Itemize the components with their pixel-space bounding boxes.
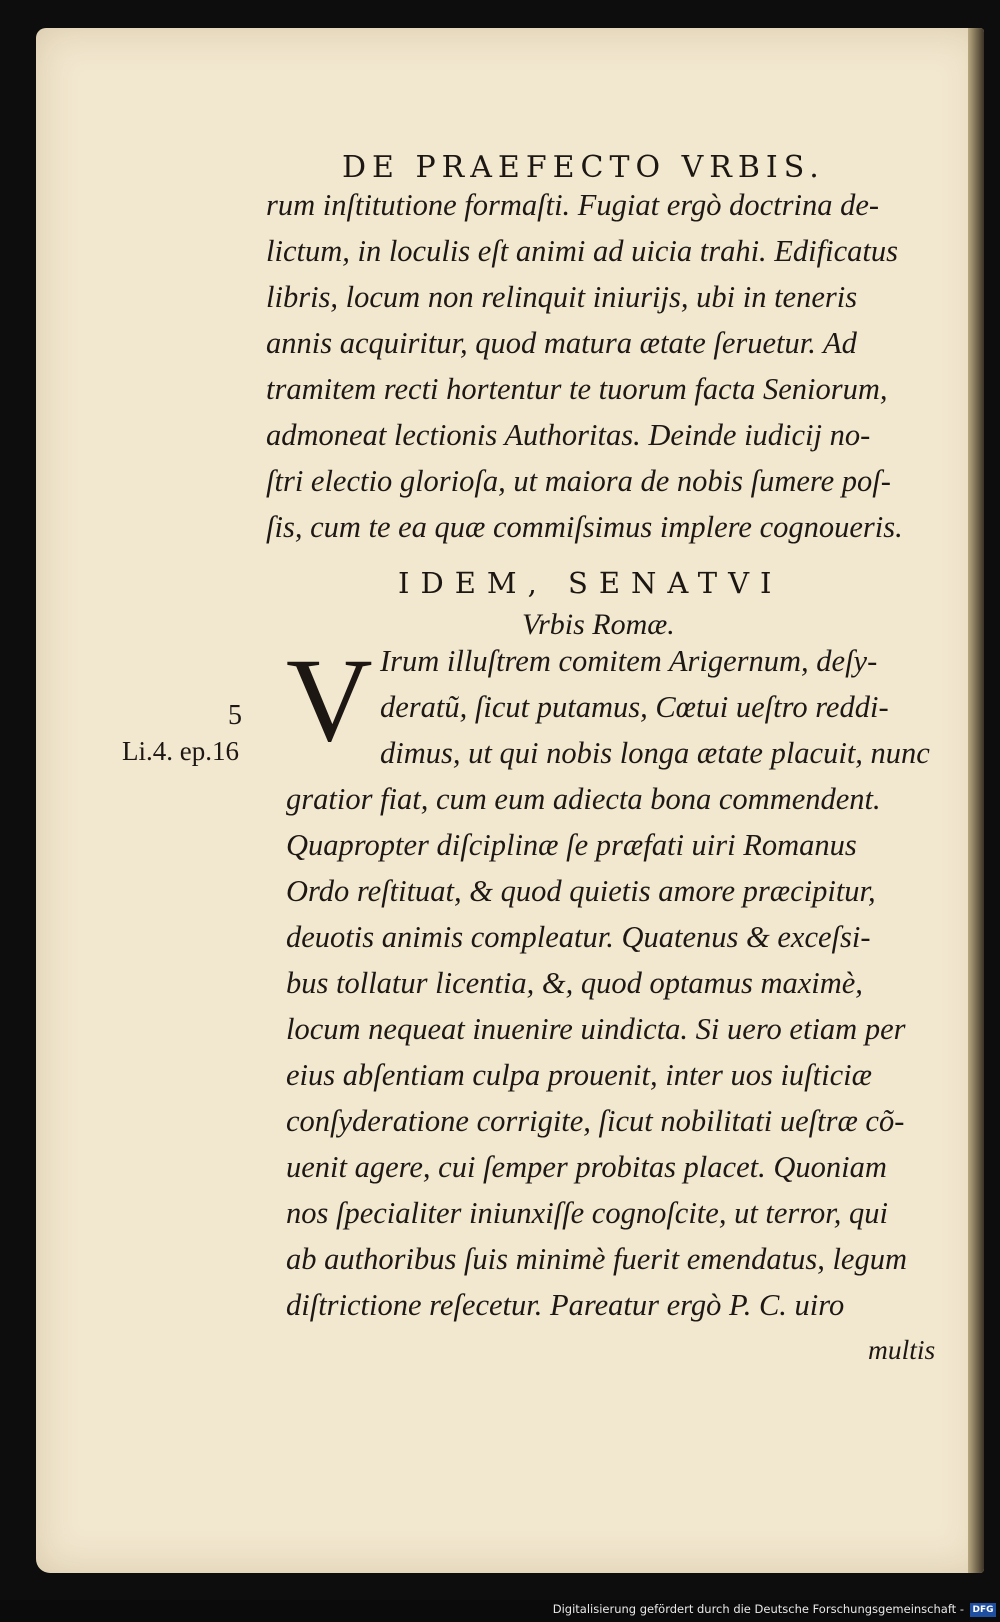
text-line: libris, locum non relinquit iniurijs, ubi in teneris [266, 280, 858, 314]
text-line: gratior fiat, cum eum adiecta bona commendent. [286, 782, 881, 816]
marginal-reference: Li.4. ep.16 [122, 736, 239, 766]
text-line: bus tollatur licentia, &, quod optamus maximè, [286, 966, 863, 1000]
text-line: Ordo reſtituat, & quod quietis amore præcipitur, [286, 874, 876, 908]
digitization-footer [0, 1600, 1000, 1622]
text-line: nos ſpecialiter iniunxiſſe cognoſcite, ut terror, qui [286, 1196, 889, 1230]
text-line: eius abſentiam culpa prouenit, inter uos iuſticiæ [286, 1058, 872, 1092]
text-line: ab authoribus ſuis minimè fuerit emendatus, legum [286, 1242, 907, 1276]
text-line: diſtrictione reſecetur. Pareatur ergò P. C. uiro [286, 1288, 845, 1322]
letter-subheading: Vrbis Romæ. [522, 608, 675, 641]
text-line: lictum, in loculis eſt animi ad uicia trahi. Edificatus [266, 234, 898, 268]
text-line: dimus, ut qui nobis longa ætate placuit, nunc [380, 736, 930, 770]
drop-cap: V [286, 633, 373, 766]
text-line: uenit agere, cui ſemper probitas placet. Quoniam [286, 1150, 887, 1184]
text-line: conſyderatione corrigite, ſicut nobilitati ueſtræ cõ- [286, 1104, 905, 1138]
text-line: admoneat lectionis Authoritas. Deinde iudicij no- [266, 418, 871, 452]
text-line: tramitem recti hortentur te tuorum facta Seniorum, [266, 372, 888, 406]
text-line: ſtri electio glorioſa, ut maiora de nobis ſumere poſ- [266, 464, 891, 498]
text-line: annis acquiritur, quod matura ætate ſeruetur. Ad [266, 326, 857, 360]
marginal-number: 5 [228, 700, 242, 731]
text-line: deratũ, ſicut putamus, Cœtui ueſtro reddi- [380, 690, 889, 724]
text-line: locum nequeat inuenire uindicta. Si uero etiam per [286, 1012, 906, 1046]
letter-heading: IDEM, SENATVI [398, 566, 783, 600]
text-line: Quapropter diſciplinæ ſe præfati uiri Romanus [286, 828, 857, 862]
text-line: ſis, cum te ea quæ commiſsimus implere cognoueris. [266, 510, 903, 544]
dfg-logo: DFG [970, 1603, 996, 1617]
footer-credit: Digitalisierung gefördert durch die Deutsche Forschungsgemeinschaft - [552, 1602, 964, 1616]
text-line: deuotis animis compleatur. Quatenus & exceſsi- [286, 920, 871, 954]
page-gutter [968, 28, 984, 1573]
text-line: Irum illuſtrem comitem Arigernum, deſy- [380, 644, 878, 678]
catchword: multis [868, 1334, 936, 1365]
text-line: rum inſtitutione formaſti. Fugiat ergò doctrina de- [266, 188, 880, 222]
running-head: DE PRAEFECTO VRBIS. [342, 150, 825, 185]
